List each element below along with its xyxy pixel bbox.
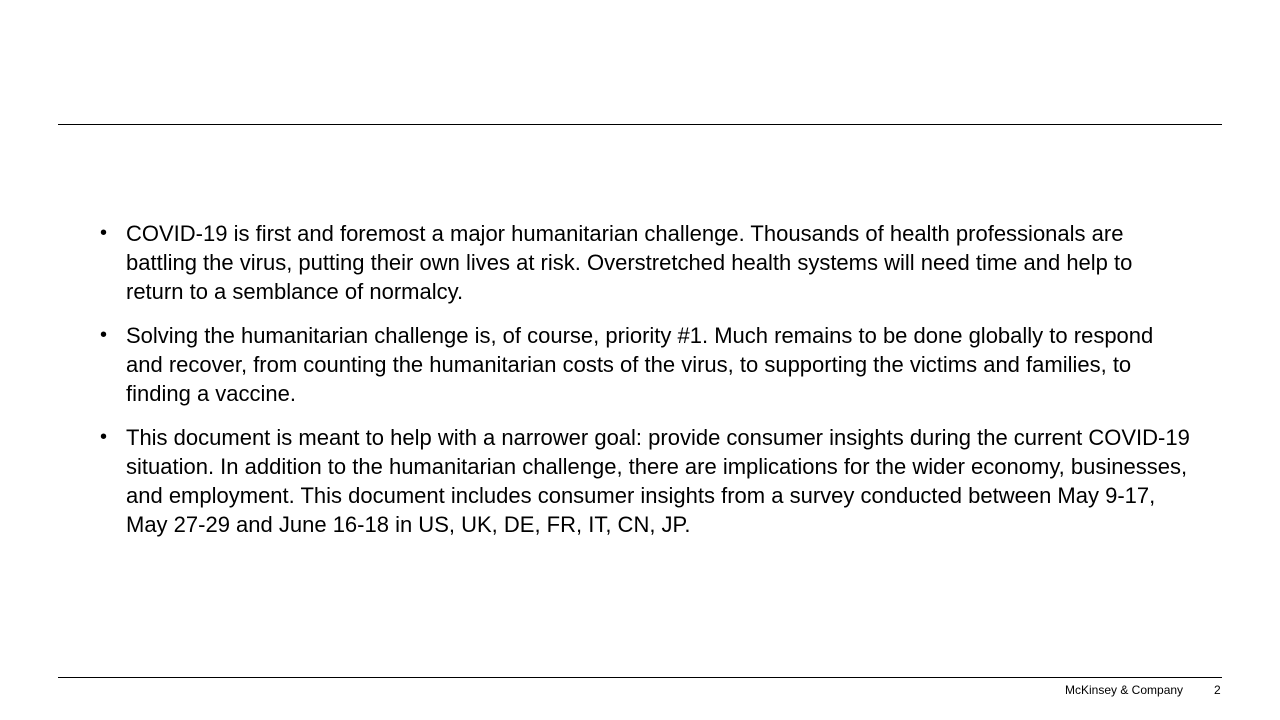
bullet-item-3 xyxy=(100,423,1190,539)
bullet-text: Solving the humanitarian challenge is, of course, priority #1. Much remains to be done globally to respond and recover, from counting the humanitarian costs of the virus, to supporting the victims and families, to finding a vaccine. xyxy=(126,323,1154,406)
page-number: 2 xyxy=(1214,683,1221,697)
bullet-item-1 xyxy=(100,219,1190,306)
bullet-list xyxy=(100,219,1190,554)
bullet-text: This document is meant to help with a narrower goal: provide consumer insights during the current COVID-19 situation. In addition to the humanitarian challenge, there are implications for the wider economy, businesses, and employment. This document includes consumer insights from a survey conducted between May 9-17, May 27-29 and June 16-18 in US, UK, DE, FR, IT, CN, JP. xyxy=(126,425,1190,537)
bullet-marker: • xyxy=(100,324,108,346)
footer-brand: McKinsey & Company xyxy=(1065,683,1184,697)
header-divider xyxy=(58,124,1222,125)
footer-divider xyxy=(58,677,1222,678)
bullet-marker: • xyxy=(100,222,108,244)
bullet-text: COVID-19 is first and foremost a major humanitarian challenge. Thousands of health professionals are battling the virus, putting their own lives at risk. Overstretched health systems will need time and help to return to a semblance of normalcy. xyxy=(126,221,1133,304)
bullet-marker: • xyxy=(100,426,108,448)
bullet-item-2 xyxy=(100,321,1190,408)
